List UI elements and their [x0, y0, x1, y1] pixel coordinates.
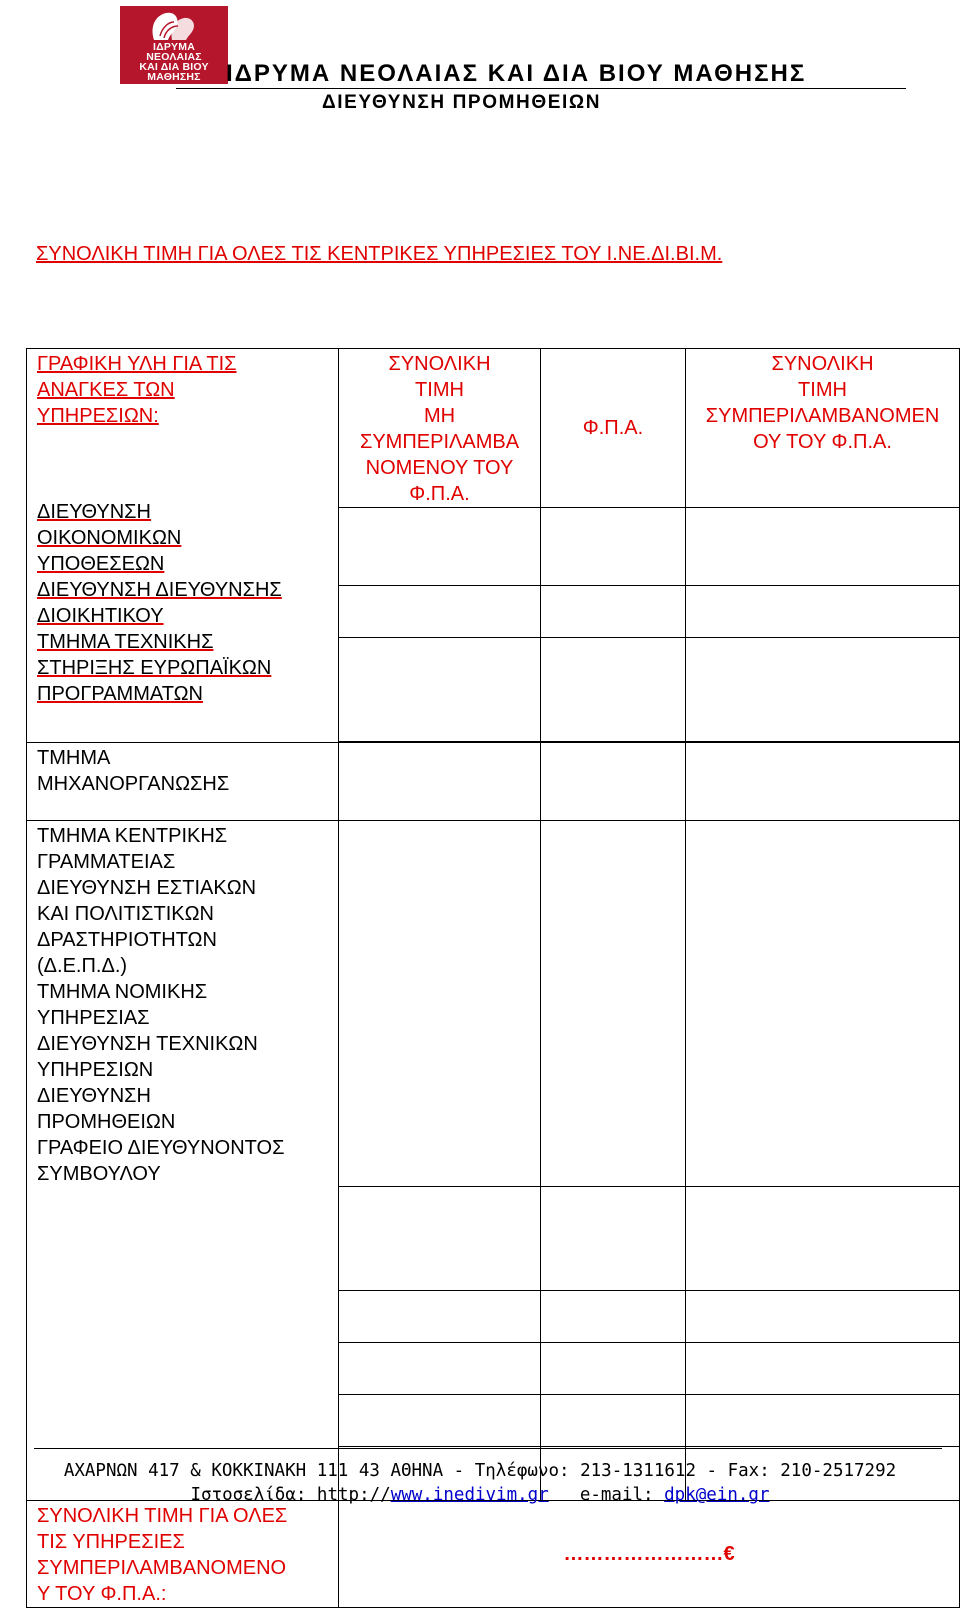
price-incl-cell[interactable]	[686, 1343, 960, 1395]
list-item: ΔΙΕΥΘΥΝΣΗ ΔΙΕΥΘΥΝΣΗΣ ΔΙΟΙΚΗΤΙΚΟΥ	[37, 579, 282, 627]
list-item: ΔΙΕΥΘΥΝΣΗ ΠΡΟΜΗΘΕΙΩΝ	[37, 1085, 176, 1133]
total-value[interactable]: ……………………€	[339, 1501, 960, 1608]
website-label: Ιστοσελίδα: http://	[190, 1485, 391, 1505]
price-incl-cell[interactable]	[686, 508, 960, 586]
column-header-vat: Φ.Π.Α.	[541, 349, 686, 508]
list-item: ΤΜΗΜΑ ΝΟΜΙΚΗΣ ΥΠΗΡΕΣΙΑΣ	[37, 981, 208, 1029]
website-link[interactable]: www.inedivim.gr	[390, 1485, 549, 1505]
price-excl-cell[interactable]	[339, 1395, 541, 1447]
price-excl-cell[interactable]	[339, 638, 541, 742]
list-item: ΤΜΗΜΑ ΤΕΧΝΙΚΗΣ ΣΤΗΡΙΞΗΣ ΕΥΡΩΠΑΪΚΩΝ ΠΡΟΓΡΑΜΜΑΤΩΝ	[37, 631, 272, 705]
price-excl-cell[interactable]	[339, 1343, 541, 1395]
column-header-price-excl-vat: ΣΥΝΟΛΙΚΗ ΤΙΜΗ ΜΗ ΣΥΜΠΕΡΙΛΑΜΒΑ ΝΟΜΕΝΟΥ ΤΟΥ Φ.Π.Α.	[339, 349, 541, 508]
email-label: e-mail:	[579, 1485, 654, 1505]
service-name-cell: ΤΜΗΜΑ ΜΗΧΑΝΟΡΓΑΝΩΣΗΣ	[27, 743, 339, 821]
footer-address: ΑΧΑΡΝΩΝ 417 & ΚΟΚΚΙΝΑΚΗ 111 43 ΑΘΗΝΑ - Τηλέφωνο: 213-1311612 - Fax: 210-2517292	[63, 1461, 897, 1481]
footer-divider	[34, 1448, 942, 1449]
vat-cell[interactable]	[541, 508, 686, 586]
list-item: ΔΙΕΥΘΥΝΣΗ ΕΣΤΙΑΚΩΝ ΚΑΙ ΠΟΛΙΤΙΣΤΙΚΩΝ ΔΡΑΣΤΗΡΙΟΤΗΤΩΝ (Δ.Ε.Π.Δ.)	[37, 877, 257, 977]
price-excl-cell[interactable]	[339, 1291, 541, 1343]
list-item: ΔΙΕΥΘΥΝΣΗ ΤΕΧΝΙΚΩΝ ΥΠΗΡΕΣΙΩΝ	[37, 1033, 258, 1081]
organization-logo	[120, 6, 228, 84]
vat-cell[interactable]	[541, 1291, 686, 1343]
organization-subtitle: ΔΙΕΥΘΥΝΣΗ ΠΡΟΜΗΘΕΙΩΝ	[322, 92, 602, 113]
header-divider	[176, 88, 906, 89]
vat-cell[interactable]	[541, 743, 686, 821]
price-incl-cell[interactable]	[686, 1395, 960, 1447]
column-header-price-incl-vat: ΣΥΝΟΛΙΚΗ ΤΙΜΗ ΣΥΜΠΕΡΙΛΑΜΒΑΝΟΜΕΝ ΟΥ ΤΟΥ Φ.Π.Α.	[686, 349, 960, 508]
first-column-title: ΓΡΑΦΙΚΗ ΥΛΗ ΓΙΑ ΤΙΣ ΑΝΑΓΚΕΣ ΤΩΝ ΥΠΗΡΕΣΙΩΝ:	[37, 353, 237, 427]
table-row	[27, 743, 960, 821]
vat-cell[interactable]	[541, 638, 686, 742]
price-excl-cell[interactable]	[339, 508, 541, 586]
price-incl-cell[interactable]	[686, 586, 960, 638]
service-list-bottom	[27, 821, 339, 1501]
service-list-top	[37, 499, 338, 707]
price-excl-cell[interactable]	[339, 743, 541, 821]
footer-contact	[0, 1485, 960, 1505]
organization-title: ΙΔΡΥΜΑ ΝΕΟΛΑΙΑΣ ΚΑΙ ΔΙΑ ΒΙΟΥ ΜΑΘΗΣΗΣ	[226, 60, 807, 87]
price-table	[26, 348, 960, 1608]
list-item: ΓΡΑΦΕΙΟ ΔΙΕΥΘΥΝΟΝΤΟΣ ΣΥΜΒΟΥΛΟΥ	[37, 1137, 285, 1185]
list-item: ΤΜΗΜΑ ΚΕΝΤΡΙΚΗΣ ΓΡΑΜΜΑΤΕΙΑΣ	[37, 825, 228, 873]
vat-cell[interactable]	[541, 1187, 686, 1291]
table-row-group	[27, 821, 960, 1187]
document-heading: ΣΥΝΟΛΙΚΗ ΤΙΜΗ ΓΙΑ ΟΛΕΣ ΤΙΣ ΚΕΝΤΡΙΚΕΣ ΥΠΗΡΕΣΙΕΣ ΤΟΥ Ι.ΝΕ.ΔΙ.ΒΙ.Μ.	[36, 243, 723, 265]
logo-heads-icon	[148, 10, 200, 42]
price-excl-cell[interactable]	[339, 821, 541, 1187]
vat-cell[interactable]	[541, 586, 686, 638]
price-excl-cell[interactable]	[339, 1187, 541, 1291]
price-incl-cell[interactable]	[686, 743, 960, 821]
email-link[interactable]: dpk@ein.gr	[664, 1485, 770, 1505]
vat-cell[interactable]	[541, 1343, 686, 1395]
logo-text: ΙΔΡΥΜΑ ΝΕΟΛΑΙΑΣ ΚΑΙ ΔΙΑ ΒΙΟΥ ΜΑΘΗΣΗΣ	[139, 41, 209, 83]
price-incl-cell[interactable]	[686, 1291, 960, 1343]
table-total-row	[27, 1501, 960, 1608]
vat-cell[interactable]	[541, 1395, 686, 1447]
price-incl-cell[interactable]	[686, 821, 960, 1187]
price-incl-cell[interactable]	[686, 1187, 960, 1291]
vat-cell[interactable]	[541, 821, 686, 1187]
list-item: ΔΙΕΥΘΥΝΣΗ ΟΙΚΟΝΟΜΙΚΩΝ ΥΠΟΘΕΣΕΩΝ	[37, 501, 182, 575]
total-label-cell: ΣΥΝΟΛΙΚΗ ΤΙΜΗ ΓΙΑ ΟΛΕΣ ΤΙΣ ΥΠΗΡΕΣΙΕΣ ΣΥΜΠΕΡΙΛΑΜΒΑΝΟΜΕΝΟ Υ ΤΟΥ Φ.Π.Α.:	[27, 1501, 339, 1608]
services-column-cell	[27, 349, 339, 743]
table-header-row	[27, 349, 960, 508]
price-incl-cell[interactable]	[686, 638, 960, 742]
price-excl-cell[interactable]	[339, 586, 541, 638]
